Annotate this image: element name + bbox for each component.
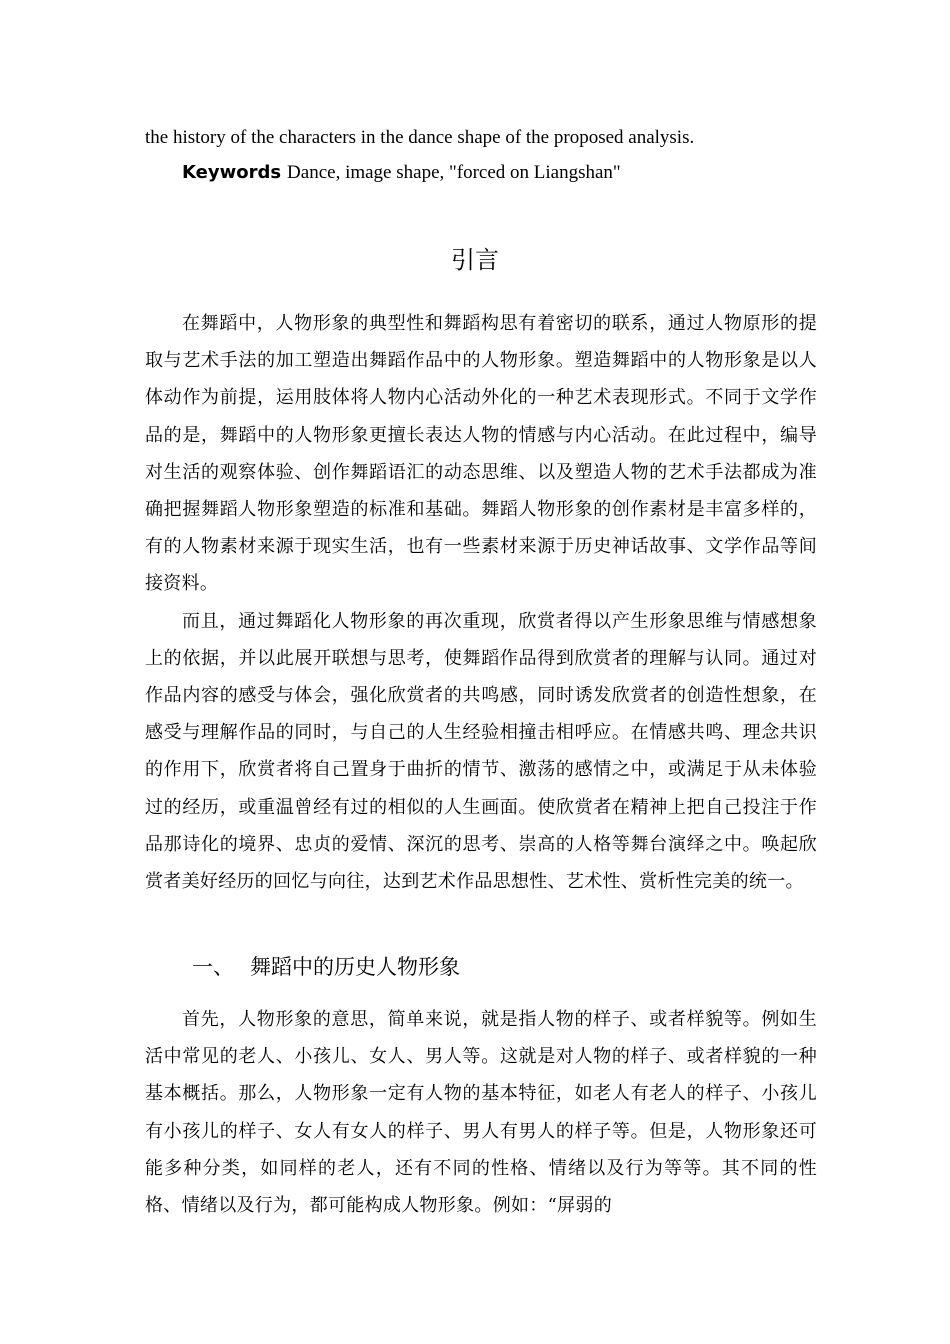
section-number: 一、: [192, 955, 234, 979]
section-body: [145, 1001, 817, 1224]
keywords-line: [182, 161, 621, 185]
intro-paragraph: 在舞蹈中，人物形象的典型性和舞蹈构思有着密切的联系，通过人物原形的提取与艺术手法的加工塑造出舞蹈作品中的人物形象。塑造舞蹈中的人物形象是以人体动作为前提，运用肢体将人物内心活动外化的一种艺术表现形式。不同于文学作品的是，舞蹈中的人物形象更擅长表达人物的情感与内心活动。在此过程中，编导对生活的观察体验、创作舞蹈语汇的动态思维、以及塑造人物的艺术手法都成为准确把握舞蹈人物形象塑造的标准和基础。舞蹈人物形象的创作素材是丰富多样的，有的人物素材来源于现实生活，也有一些素材来源于历史神话故事、文学作品等间接资料。: [145, 313, 817, 595]
intro-body: [145, 305, 817, 900]
section-heading: [192, 952, 460, 982]
keywords-label: Keywords: [182, 162, 282, 183]
keywords-text: Dance, image shape, "forced on Liangshan": [287, 162, 621, 183]
intro-heading: 引言: [451, 246, 499, 274]
section-title: 舞蹈中的历史人物形象: [250, 955, 460, 979]
intro-paragraph: 而且，通过舞蹈化人物形象的再次重现，欣赏者得以产生形象思维与情感想象上的依据，并以此展开联想与思考，使舞蹈作品得到欣赏者的理解与认同。通过对作品内容的感受与体会，强化欣赏者的共鸣感，同时诱发欣赏者的创造性想象，在感受与理解作品的同时，与自己的人生经验相撞击相呼应。在情感共鸣、理念共识的作用下，欣赏者将自己置身于曲折的情节、激荡的感情之中，或满足于从未体验过的经历，或重温曾经有过的相似的人生画面。使欣赏者在精神上把自己投注于作品那诗化的境界、忠贞的爱情、深沉的思考、崇高的人格等舞台演绎之中。唤起欣赏者美好经历的回忆与向往，达到艺术作品思想性、艺术性、赏析性完美的统一。: [145, 610, 817, 893]
abstract-tail-text: the history of the characters in the dance shape of the proposed analysis.: [145, 127, 695, 148]
section-paragraph: 首先，人物形象的意思，简单来说，就是指人物的样子、或者样貌等。例如生活中常见的老人、小孩儿、女人、男人等。这就是对人物的样子、或者样貌的一种基本概括。那么，人物形象一定有人物的基本特征，如老人有老人的样子、小孩儿有小孩儿的样子、女人有女人的样子、男人有男人的样子等。但是，人物形象还可能多种分类，如同样的老人，还有不同的性格、情绪以及行为等等。其不同的性格、情绪以及行为，都可能构成人物形象。例如：“屏弱的: [145, 1009, 817, 1217]
